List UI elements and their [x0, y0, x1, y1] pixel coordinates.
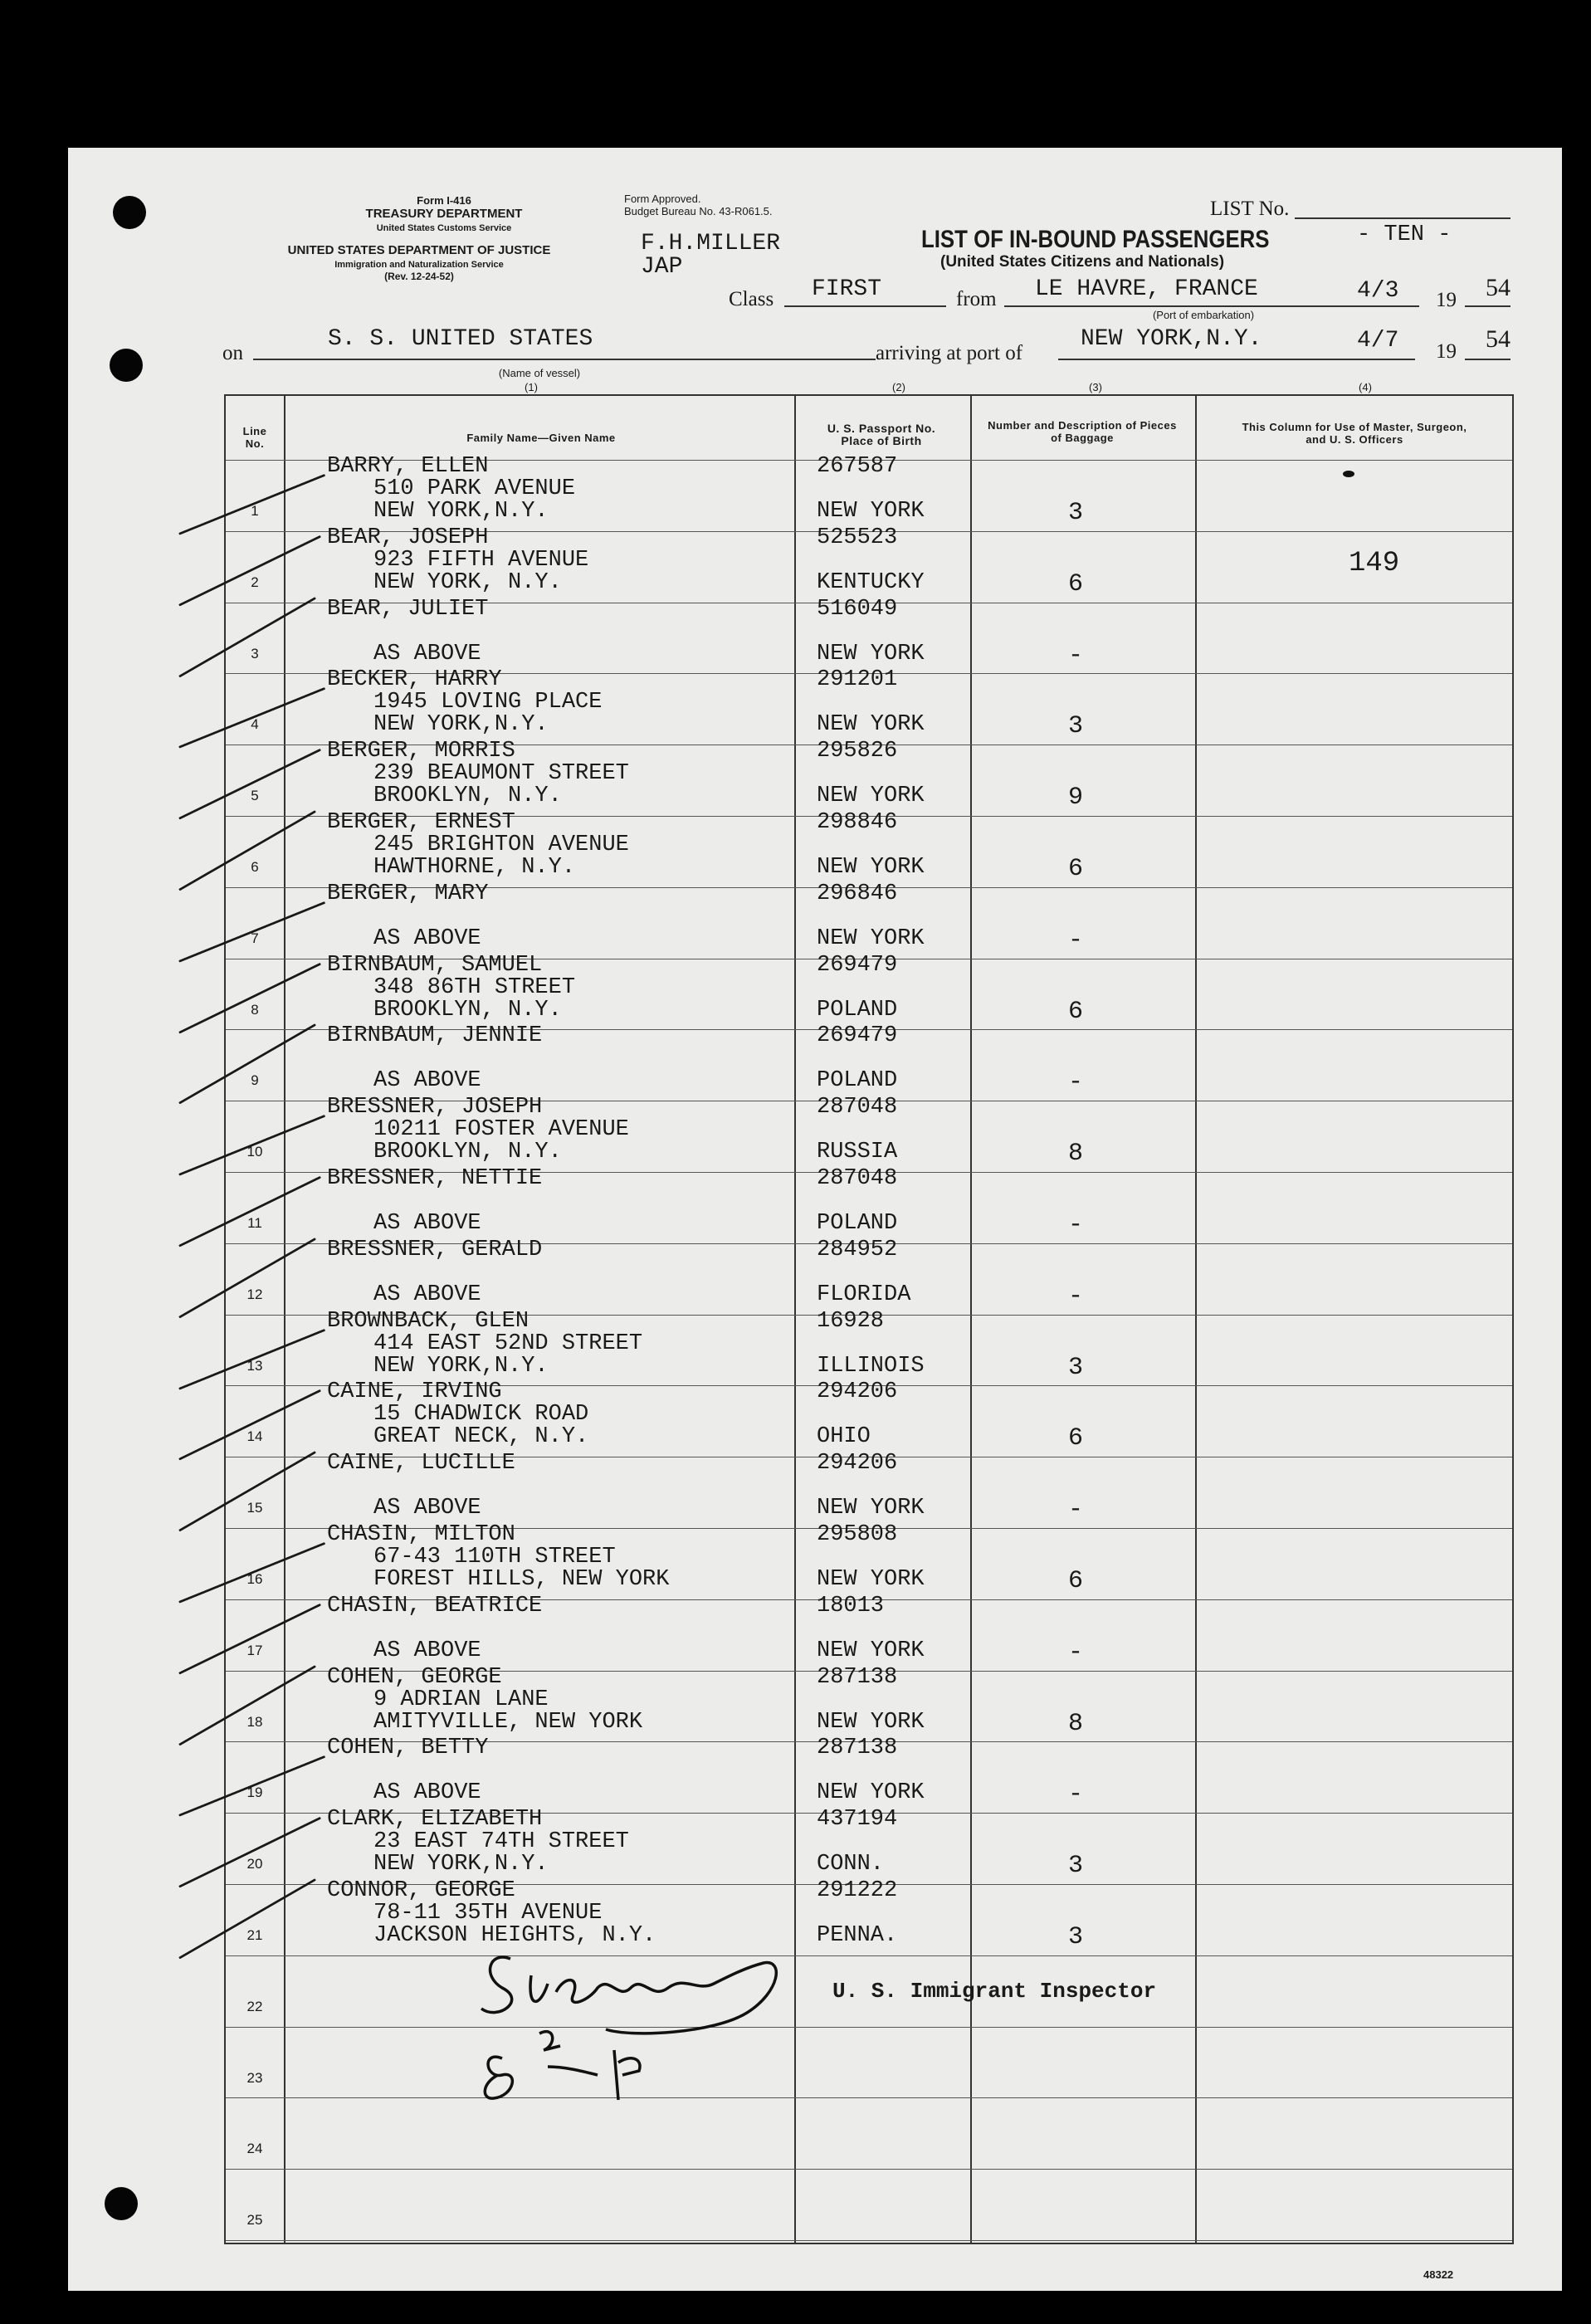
- place-of-birth: NEW YORK: [817, 1638, 925, 1663]
- line-number: 18: [246, 1713, 263, 1730]
- col-header-line-no: Line No.: [242, 425, 267, 450]
- arrival-port: NEW YORK,N.Y.: [1081, 326, 1262, 352]
- passenger-address-line2: AS ABOVE: [373, 1496, 481, 1521]
- passport-number: 291201: [817, 667, 898, 693]
- passenger-name: BIRNBAUM, SAMUEL: [327, 952, 543, 978]
- passenger-address-line2: AMITYVILLE, NEW YORK: [373, 1709, 643, 1735]
- baggage-count: -: [1068, 1282, 1084, 1311]
- line-number: 10: [246, 1144, 263, 1160]
- place-of-birth: FLORIDA: [817, 1282, 911, 1307]
- passport-number: 296846: [817, 881, 898, 906]
- passenger-name: CHASIN, MILTON: [327, 1522, 515, 1547]
- passport-number: 287138: [817, 1736, 898, 1761]
- passenger-address-line2: AS ABOVE: [373, 641, 481, 666]
- baggage-count: -: [1068, 1638, 1084, 1667]
- baggage-count: 8: [1068, 1709, 1084, 1738]
- passport-number: 295808: [817, 1522, 898, 1547]
- passport-number: 294206: [817, 1451, 898, 1477]
- class-label: Class: [729, 288, 774, 310]
- passenger-name: BERGER, ERNEST: [327, 810, 515, 835]
- passenger-name: BIRNBAUM, JENNIE: [327, 1023, 543, 1049]
- arrival-underline: [1058, 359, 1415, 360]
- port-embarkation-caption: (Port of embarkation): [1152, 309, 1255, 321]
- passport-number: 269479: [817, 952, 898, 978]
- form-number: Form I-416: [417, 194, 471, 207]
- ins-service: Immigration and Naturalization Service: [334, 260, 504, 270]
- baggage-count: -: [1068, 925, 1084, 954]
- passenger-address-line2: AS ABOVE: [373, 925, 481, 951]
- passenger-name: BERGER, MARY: [327, 881, 489, 906]
- binder-hole: [105, 2187, 138, 2220]
- baggage-count: 6: [1068, 569, 1084, 598]
- justice-department: UNITED STATES DEPARTMENT OF JUSTICE: [287, 243, 551, 257]
- row-divider: [226, 2169, 1512, 2170]
- arrival-year: 54: [1486, 325, 1510, 353]
- line-number: 19: [246, 1784, 263, 1801]
- passenger-address-line1: 1945 LOVING PLACE: [373, 690, 603, 715]
- passenger-address-line2: AS ABOVE: [373, 1282, 481, 1307]
- line-number: 6: [251, 859, 259, 875]
- treasury-department: TREASURY DEPARTMENT: [365, 207, 523, 221]
- passenger-name: CAINE, LUCILLE: [327, 1451, 515, 1477]
- passenger-address-line2: AS ABOVE: [373, 1780, 481, 1806]
- passenger-address-line1: 9 ADRIAN LANE: [373, 1687, 549, 1712]
- passenger-address-line2: JACKSON HEIGHTS, N.Y.: [373, 1923, 656, 1948]
- passenger-name: CAINE, IRVING: [327, 1379, 502, 1405]
- place-of-birth: POLAND: [817, 1211, 898, 1236]
- baggage-count: 6: [1068, 997, 1084, 1026]
- passenger-address-line2: NEW YORK,N.Y.: [373, 499, 549, 524]
- baggage-count: 6: [1068, 855, 1084, 883]
- line-number: 13: [246, 1357, 263, 1374]
- place-of-birth: PENNA.: [817, 1923, 898, 1948]
- passport-number: 287048: [817, 1166, 898, 1191]
- line-number: 14: [246, 1428, 263, 1445]
- baggage-count: -: [1068, 641, 1084, 670]
- officer-note: 149: [1349, 548, 1400, 579]
- passenger-address-line2: BROOKLYN, N.Y.: [373, 784, 562, 809]
- baggage-count: -: [1068, 1780, 1084, 1809]
- passport-number: 18013: [817, 1593, 885, 1618]
- line-number: 3: [251, 645, 259, 662]
- revision-date: (Rev. 12-24-52): [384, 271, 454, 282]
- place-of-birth: NEW YORK: [817, 1496, 925, 1521]
- line-number: 12: [246, 1286, 263, 1302]
- passenger-address-line1: 239 BEAUMONT STREET: [373, 761, 629, 787]
- from-underline: [1004, 305, 1419, 307]
- place-of-birth: NEW YORK: [817, 1780, 925, 1806]
- customs-service: United States Customs Service: [376, 223, 512, 233]
- list-number-label: LIST No.: [1210, 198, 1290, 220]
- inspector-signature: [465, 1942, 830, 2108]
- budget-bureau: Budget Bureau No. 43-R061.5.: [624, 205, 773, 217]
- line-number: 16: [246, 1571, 263, 1587]
- passenger-address-line1: 15 CHADWICK ROAD: [373, 1402, 589, 1428]
- passport-number: 294206: [817, 1379, 898, 1405]
- passenger-address-line1: 923 FIFTH AVENUE: [373, 547, 589, 573]
- row-divider: [226, 1955, 1512, 1956]
- footer-code: 48322: [1423, 2268, 1454, 2281]
- passenger-address-line2: BROOKLYN, N.Y.: [373, 1140, 562, 1165]
- port-of-embarkation: LE HAVRE, FRANCE: [1035, 276, 1258, 302]
- place-of-birth: NEW YORK: [817, 499, 925, 524]
- arriving-label: arriving at port of: [876, 342, 1023, 364]
- place-of-birth: ILLINOIS: [817, 1353, 925, 1379]
- line-number: 24: [246, 2141, 263, 2157]
- line-number: 23: [246, 2069, 263, 2086]
- class-underline: [784, 305, 946, 307]
- place-of-birth: NEW YORK: [817, 641, 925, 666]
- place-of-birth: NEW YORK: [817, 925, 925, 951]
- document-subtitle: (United States Citizens and Nationals): [940, 253, 1225, 271]
- place-of-birth: NEW YORK: [817, 1709, 925, 1735]
- passenger-address-line1: 23 EAST 74TH STREET: [373, 1829, 629, 1855]
- baggage-count: 3: [1068, 1353, 1084, 1382]
- baggage-count: 8: [1068, 1140, 1084, 1169]
- baggage-count: 6: [1068, 1567, 1084, 1595]
- line-number: 22: [246, 1998, 263, 2014]
- place-of-birth: NEW YORK: [817, 855, 925, 880]
- passport-number: 287048: [817, 1095, 898, 1120]
- passenger-name: CHASIN, BEATRICE: [327, 1593, 543, 1618]
- typed-code: JAP: [641, 254, 683, 280]
- passenger-table: [224, 394, 1514, 2244]
- passenger-name: CONNOR, GEORGE: [327, 1878, 515, 1903]
- departure-date: 4/3: [1357, 278, 1399, 304]
- line-number: 11: [247, 1215, 262, 1231]
- column-number-4: (4): [1359, 381, 1372, 393]
- line-number: 15: [246, 1500, 263, 1516]
- passport-number: 525523: [817, 525, 898, 550]
- passport-number: 267587: [817, 454, 898, 479]
- binder-hole: [110, 349, 143, 382]
- baggage-count: 9: [1068, 784, 1084, 813]
- passenger-name: BEAR, JULIET: [327, 596, 489, 622]
- passenger-address-line2: NEW YORK,N.Y.: [373, 1353, 549, 1379]
- passenger-address-line2: NEW YORK,N.Y.: [373, 712, 549, 738]
- list-number: - TEN -: [1357, 222, 1452, 247]
- passenger-address-line1: 414 EAST 52ND STREET: [373, 1330, 643, 1356]
- typed-inspector-name: F.H.MILLER: [641, 231, 781, 256]
- baggage-count: -: [1068, 1068, 1084, 1097]
- line-number: 20: [246, 1856, 263, 1872]
- passenger-name: BERGER, MORRIS: [327, 739, 515, 764]
- line-number: 25: [246, 2212, 263, 2229]
- passport-number: 16928: [817, 1308, 885, 1334]
- passenger-address-line1: 10211 FOSTER AVENUE: [373, 1117, 629, 1143]
- place-of-birth: POLAND: [817, 1068, 898, 1094]
- passport-number: 287138: [817, 1664, 898, 1690]
- passenger-address-line2: AS ABOVE: [373, 1638, 481, 1663]
- col-header-passport: U. S. Passport No. Place of Birth: [827, 422, 936, 447]
- place-of-birth: OHIO: [817, 1424, 871, 1450]
- line-number: 7: [251, 930, 259, 946]
- baggage-count: 3: [1068, 1923, 1084, 1951]
- passenger-address-line1: 67-43 110TH STREET: [373, 1545, 616, 1570]
- place-of-birth: KENTUCKY: [817, 569, 925, 595]
- line-number: 2: [251, 574, 259, 590]
- passenger-name: BEAR, JOSEPH: [327, 525, 489, 550]
- baggage-count: 3: [1068, 1852, 1084, 1881]
- line-number: 17: [246, 1642, 263, 1658]
- baggage-count: -: [1068, 1496, 1084, 1525]
- place-of-birth: NEW YORK: [817, 712, 925, 738]
- arrival-year-underline: [1465, 359, 1510, 360]
- on-label: on: [222, 342, 243, 364]
- place-of-birth: NEW YORK: [817, 1567, 925, 1592]
- vessel-caption: (Name of vessel): [498, 367, 581, 379]
- column-number-1: (1): [525, 381, 538, 393]
- passport-number: 298846: [817, 810, 898, 835]
- passenger-name: BECKER, HARRY: [327, 667, 502, 693]
- passenger-address-line1: 348 86TH STREET: [373, 974, 576, 1000]
- col-header-baggage: Number and Description of Pieces of Baggage: [988, 419, 1177, 444]
- passenger-address-line2: NEW YORK, N.Y.: [373, 569, 562, 595]
- vessel-underline: [253, 359, 876, 360]
- baggage-count: 6: [1068, 1424, 1084, 1453]
- passport-number: 295826: [817, 739, 898, 764]
- line-number: 21: [246, 1927, 263, 1943]
- passenger-address-line1: 78-11 35TH AVENUE: [373, 1901, 603, 1926]
- arrival-date: 4/7: [1357, 328, 1399, 354]
- place-of-birth: POLAND: [817, 997, 898, 1023]
- document-title: LIST OF IN-BOUND PASSENGERS: [921, 226, 1270, 253]
- passport-number: 291222: [817, 1878, 898, 1903]
- departure-year: 54: [1486, 274, 1510, 301]
- row-divider: [226, 2027, 1512, 2028]
- list-number-underline: [1295, 217, 1510, 219]
- column-number-3: (3): [1089, 381, 1102, 393]
- inspector-title: U. S. Immigrant Inspector: [832, 1979, 1157, 2004]
- passenger-address-line2: BROOKLYN, N.Y.: [373, 997, 562, 1023]
- row-divider: [226, 2097, 1512, 2098]
- passenger-name: BRESSNER, NETTIE: [327, 1166, 543, 1191]
- line-number: 4: [251, 716, 259, 733]
- column-number-2: (2): [892, 381, 905, 393]
- passenger-address-line2: AS ABOVE: [373, 1211, 481, 1236]
- row-divider: [226, 2240, 1512, 2241]
- place-of-birth: CONN.: [817, 1852, 885, 1877]
- passenger-name: CLARK, ELIZABETH: [327, 1807, 543, 1833]
- passenger-name: COHEN, GEORGE: [327, 1664, 502, 1690]
- line-number: 9: [251, 1072, 259, 1089]
- arrival-year-prefix: 19: [1436, 340, 1457, 363]
- vessel-name: S. S. UNITED STATES: [328, 326, 593, 352]
- passenger-address-line2: AS ABOVE: [373, 1068, 481, 1094]
- passenger-name: BRESSNER, GERALD: [327, 1237, 543, 1262]
- line-number: 5: [251, 788, 259, 804]
- baggage-count: 3: [1068, 712, 1084, 741]
- from-label: from: [956, 288, 997, 310]
- passenger-name: BROWNBACK, GLEN: [327, 1308, 530, 1334]
- passport-number: 269479: [817, 1023, 898, 1049]
- passport-number: 516049: [817, 596, 898, 622]
- departure-year-prefix: 19: [1436, 289, 1457, 311]
- passport-number: 437194: [817, 1807, 898, 1833]
- passenger-address-line1: 510 PARK AVENUE: [373, 476, 576, 501]
- year-underline: [1465, 305, 1510, 307]
- col-header-name: Family Name—Given Name: [466, 432, 616, 444]
- place-of-birth: RUSSIA: [817, 1140, 898, 1165]
- baggage-count: 3: [1068, 499, 1084, 527]
- passenger-address-line2: HAWTHORNE, N.Y.: [373, 855, 576, 880]
- passenger-address-line2: GREAT NECK, N.Y.: [373, 1424, 589, 1450]
- passenger-name: BRESSNER, JOSEPH: [327, 1095, 543, 1120]
- passport-number: 284952: [817, 1237, 898, 1262]
- line-number: 8: [251, 1001, 259, 1018]
- passenger-address-line2: FOREST HILLS, NEW YORK: [373, 1567, 670, 1592]
- passenger-name: COHEN, BETTY: [327, 1736, 489, 1761]
- baggage-count: -: [1068, 1211, 1084, 1239]
- passenger-address-line2: NEW YORK,N.Y.: [373, 1852, 549, 1877]
- ink-dot: [1343, 471, 1354, 477]
- col-header-officers: This Column for Use of Master, Surgeon, and U. S. Officers: [1242, 421, 1467, 446]
- line-number: 1: [251, 503, 259, 519]
- class-value: FIRST: [812, 276, 882, 302]
- passenger-address-line1: 245 BRIGHTON AVENUE: [373, 832, 629, 857]
- binder-hole: [113, 196, 146, 229]
- place-of-birth: NEW YORK: [817, 784, 925, 809]
- passenger-name: BARRY, ELLEN: [327, 454, 489, 479]
- form-approved: Form Approved.: [624, 193, 701, 205]
